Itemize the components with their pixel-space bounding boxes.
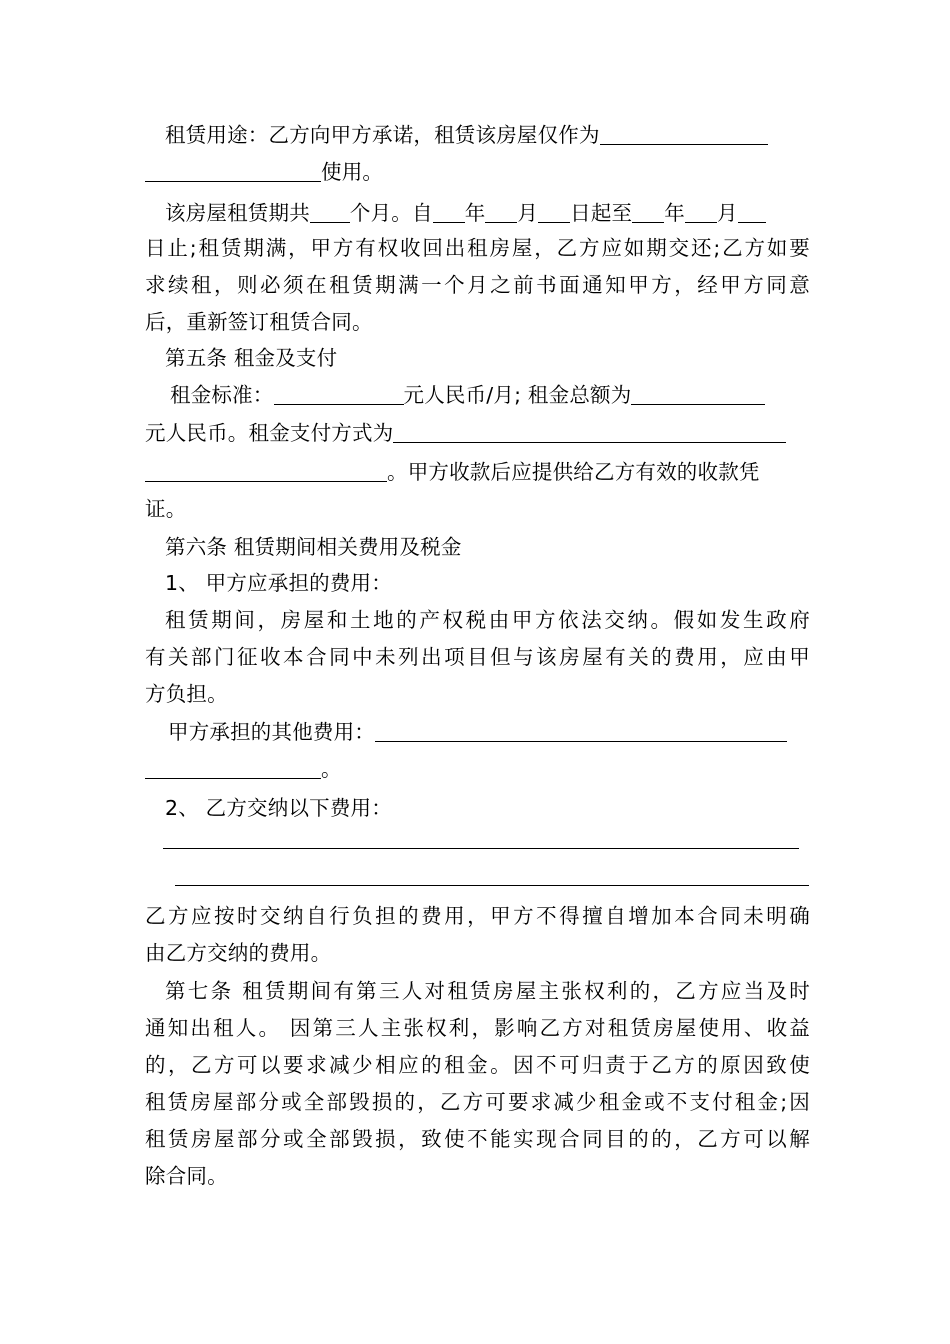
year-text: 年 xyxy=(464,201,486,225)
lessee-fees-line-2: 由乙方交纳的费用。 xyxy=(145,941,332,965)
lessor-other-fees-blank-2[interactable] xyxy=(145,756,321,779)
lessee-fees-heading: 2、 乙方交纳以下费用： xyxy=(165,796,392,820)
usage-line-2 xyxy=(145,157,810,187)
receipt-line-2: 证。 xyxy=(145,497,187,521)
rent-total-text: 元人民币/月; 租金总额为 xyxy=(403,383,632,407)
payment-method-blank-2[interactable] xyxy=(145,459,387,482)
start-day-blank[interactable] xyxy=(538,200,570,223)
article-6-heading: 第六条 租赁期间相关费用及税金 xyxy=(165,535,462,559)
start-year-blank[interactable] xyxy=(433,200,465,223)
article-7-line-5: 租赁房屋部分或全部毁损，致使不能实现合同目的的，乙方可以解 xyxy=(145,1127,810,1151)
end-year-blank[interactable] xyxy=(632,200,664,223)
lessee-fees-line-1: 乙方应按时交纳自行负担的费用，甲方不得擅自增加本合同未明确 xyxy=(145,904,810,928)
article-5-heading: 第五条 租金及支付 xyxy=(165,346,338,370)
article-7-line-1: 第七条 租赁期间有第三人对租赁房屋主张权利的，乙方应当及时 xyxy=(165,979,810,1003)
lessee-fees-blank-2[interactable] xyxy=(175,885,809,886)
term-months-blank[interactable] xyxy=(310,200,350,223)
usage-end-text: 使用。 xyxy=(321,160,384,184)
rent-monthly-blank[interactable] xyxy=(274,382,404,405)
month-text: 月 xyxy=(517,201,539,225)
rent-standard-line xyxy=(170,380,810,410)
usage-line xyxy=(165,120,810,150)
article-7-line-6: 除合同。 xyxy=(145,1164,228,1188)
term-line xyxy=(165,198,810,228)
lessor-fees-heading: 1、 甲方应承担的费用： xyxy=(165,571,392,595)
payment-method-blank[interactable] xyxy=(393,420,786,443)
lessor-fees-line-1: 租赁期间，房屋和土地的产权税由甲方依法交纳。假如发生政府 xyxy=(165,608,810,632)
usage-text: 租赁用途：乙方向甲方承诺，租赁该房屋仅作为 xyxy=(165,123,600,147)
lessor-other-fees-line-2 xyxy=(145,754,810,784)
lessor-fees-line-3: 方负担。 xyxy=(145,682,228,706)
period-text: 。 xyxy=(321,757,342,781)
article-7-line-2: 通知出租人。 因第三人主张权利，影响乙方对租赁房屋使用、收益 xyxy=(145,1016,810,1040)
usage-blank-2[interactable] xyxy=(145,159,321,182)
term-text: 该房屋租赁期共 xyxy=(165,201,310,225)
end-month-blank[interactable] xyxy=(685,200,717,223)
term-from-text: 个月。自 xyxy=(349,201,433,225)
month-text-2: 月 xyxy=(716,201,738,225)
lessor-fees-line-2: 有关部门征收本合同中未列出项目但与该房屋有关的费用，应由甲 xyxy=(145,645,810,669)
rent-total-blank[interactable] xyxy=(631,382,765,405)
rent-standard-text: 租金标准： xyxy=(170,383,274,407)
term-line-3: 求续租，则必须在租赁期满一个月之前书面通知甲方，经甲方同意 xyxy=(145,273,810,297)
article-7-line-3: 的，乙方可以要求减少相应的租金。因不可归责于乙方的原因致使 xyxy=(145,1053,810,1077)
lessor-other-fees-line xyxy=(168,717,810,747)
lessee-fees-blank-1[interactable] xyxy=(163,848,799,849)
lessor-other-fees-text: 甲方承担的其他费用： xyxy=(168,720,375,744)
payment-method-line-2 xyxy=(145,457,810,487)
article-7-line-4: 租赁房屋部分或全部毁损的，乙方可要求减少租金或不支付租金;因 xyxy=(145,1090,810,1114)
term-line-2: 日止;租赁期满，甲方有权收回出租房屋，乙方应如期交还;乙方如要 xyxy=(145,236,810,260)
start-month-blank[interactable] xyxy=(485,200,517,223)
lessor-other-fees-blank[interactable] xyxy=(375,719,787,742)
end-day-blank[interactable] xyxy=(738,200,766,223)
receipt-text: 。甲方收款后应提供给乙方有效的收款凭 xyxy=(387,460,760,484)
payment-method-text: 元人民币。租金支付方式为 xyxy=(145,421,394,445)
term-line-4: 后，重新签订租赁合同。 xyxy=(145,310,373,334)
year-text-2: 年 xyxy=(664,201,685,225)
until-text: 日起至 xyxy=(570,201,633,225)
usage-blank[interactable] xyxy=(600,122,768,145)
payment-method-line xyxy=(145,418,810,448)
